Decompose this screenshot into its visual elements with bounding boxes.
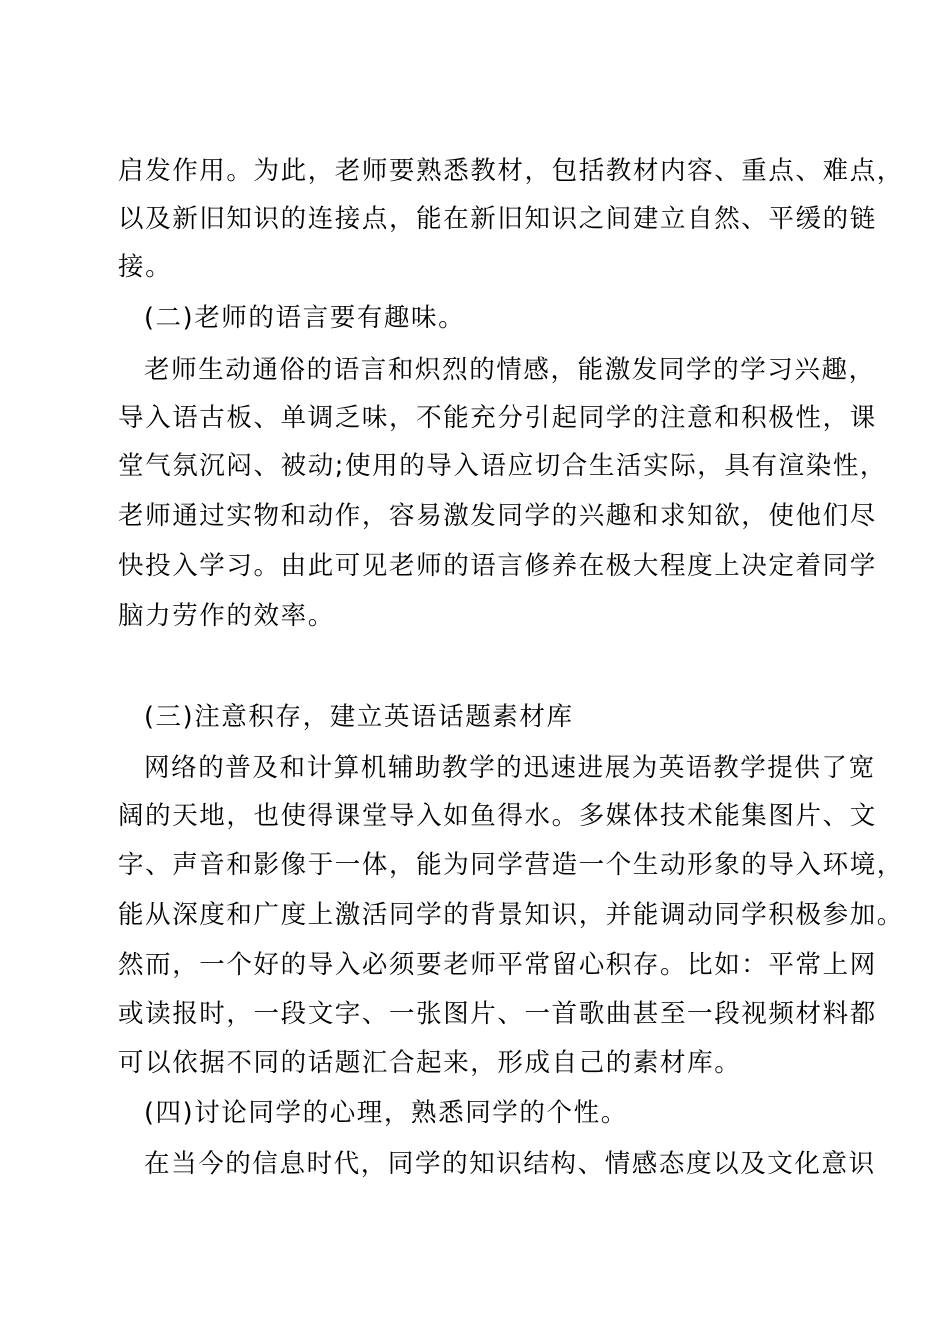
text-line: 在当今的信息时代，同学的知识结构、情感态度以及文化意识 — [144, 1149, 876, 1179]
section-heading-2: (二)老师的语言要有趣味。 — [144, 303, 466, 333]
text-line: 阔的天地，也使得课堂导入如鱼得水。多媒体技术能集图片、文 — [118, 801, 877, 831]
text-line: 或读报时，一段文字、一张图片、一首歌曲甚至一段视频材料都 — [118, 999, 877, 1029]
section-heading-3: (三)注意积存，建立英语话题素材库 — [144, 702, 574, 732]
text-line: 网络的普及和计算机辅助教学的迅速进展为英语教学提供了宽 — [144, 753, 876, 783]
section-heading-4: (四)讨论同学的心理，熟悉同学的个性。 — [144, 1098, 628, 1128]
text-line: 堂气氛沉闷、被动;使用的导入语应切合生活实际，具有渲染性， — [118, 451, 887, 481]
text-line: 脑力劳作的效率。 — [118, 601, 335, 631]
text-line: 然而，一个好的导入必须要老师平常留心积存。比如：平常上网 — [118, 950, 877, 980]
text-line: 以及新旧知识的连接点，能在新旧知识之间建立自然、平缓的链 — [118, 204, 877, 234]
text-line: 可以依据不同的话题汇合起来，形成自己的素材库。 — [118, 1048, 742, 1078]
text-line: 能从深度和广度上激活同学的背景知识，并能调动同学积极参加。 — [118, 900, 904, 930]
text-line: 启发作用。为此，老师要熟悉教材，包括教材内容、重点、难点， — [118, 156, 904, 186]
text-line: 字、声音和影像于一体，能为同学营造一个生动形象的导入环境， — [118, 850, 904, 880]
text-line: 老师生动通俗的语言和炽烈的情感，能激发同学的学习兴趣， — [144, 355, 876, 385]
text-line: 导入语古板、单调乏味，不能充分引起同学的注意和积极性，课 — [118, 403, 877, 433]
text-line: 快投入学习。由此可见老师的语言修养在极大程度上决定着同学 — [118, 551, 877, 581]
text-line: 老师通过实物和动作，容易激发同学的兴趣和求知欲，使他们尽 — [118, 501, 877, 531]
text-line: 接。 — [118, 252, 173, 282]
